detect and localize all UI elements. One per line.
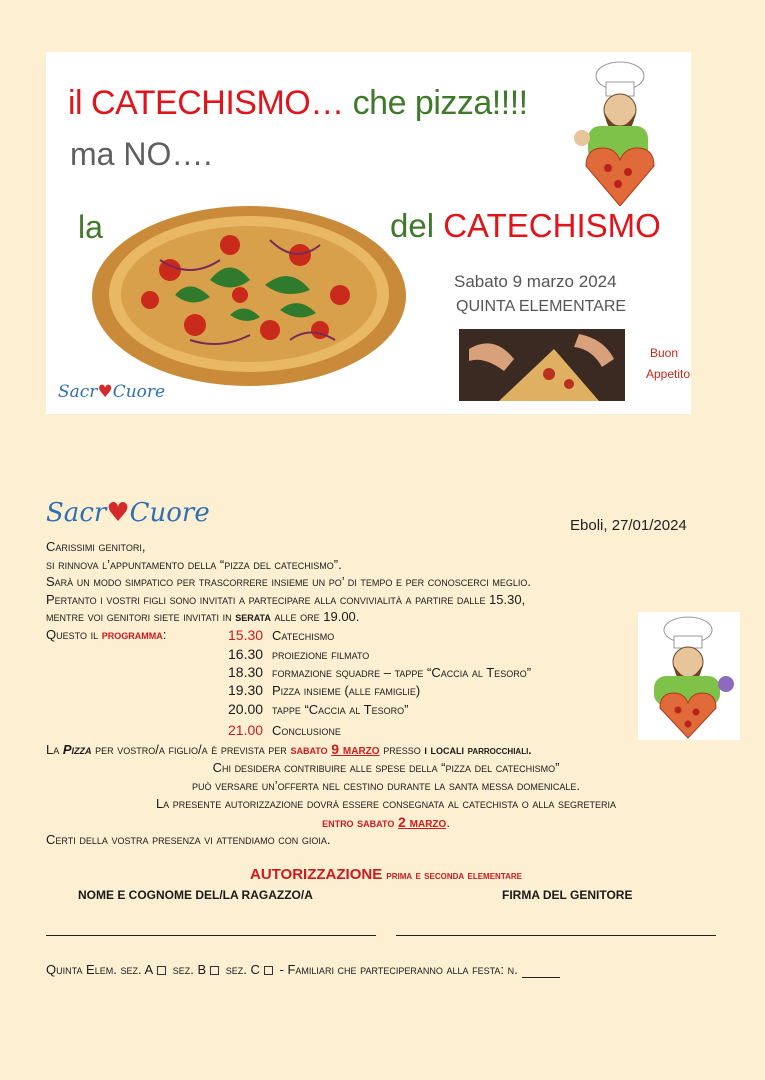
sacro-cuore-logo-letter: Sacr♥Cuore bbox=[46, 498, 210, 528]
letter-line: Sarà un modo simpatico per trascorrere insieme un po’ di tempo e per conoscerci meglio. bbox=[46, 574, 531, 589]
letter-line: si rinnova l’appuntamento della “pizza del catechismo”. bbox=[46, 556, 342, 572]
delivery-line: La presente autorizzazione dovrà essere consegnata al catechista o alla segreteria bbox=[155, 796, 617, 811]
banner-title-green: che pizza!!!! bbox=[352, 84, 528, 122]
pizza-image bbox=[90, 200, 408, 388]
signature-field-line[interactable] bbox=[396, 935, 716, 936]
chef-mascot-icon bbox=[568, 56, 666, 206]
chef-mascot-icon bbox=[638, 612, 740, 740]
banner-date: Sabato 9 marzo 2024 bbox=[454, 272, 617, 291]
letter-line: Pertanto i vostri figli sono invitati a partecipare alla convivialità a partire dalle 15.30, bbox=[46, 591, 526, 607]
program-item: 16.30 proiezione filmato bbox=[228, 646, 370, 662]
sacro-cuore-logo: Sacr♥Cuore bbox=[58, 382, 166, 402]
name-field-line[interactable] bbox=[46, 935, 376, 936]
pizza-photo bbox=[459, 329, 625, 401]
banner-la: la bbox=[78, 209, 103, 245]
section-selection: Quinta Elem. sez. A sez. B sez. C - Familiari che parteciperanno alla festa: n. bbox=[46, 962, 560, 978]
family-count-field[interactable] bbox=[522, 962, 560, 978]
section-b-checkbox[interactable] bbox=[210, 966, 219, 975]
place-date: Eboli, 27/01/2024 bbox=[570, 517, 687, 534]
deadline: entro sabato 2 marzo. bbox=[322, 814, 450, 830]
program-item: 18.30 formazione squadre – tappe “Caccia al Tesoro” bbox=[228, 664, 532, 680]
authorization-title: AUTORIZZAZIONE prima e seconda elementare bbox=[249, 866, 523, 883]
banner-del-catechismo: del CATECHISMO bbox=[390, 207, 661, 244]
closing-line: Certi della vostra presenza vi attendiamo con gioia. bbox=[46, 832, 331, 847]
section-c-checkbox[interactable] bbox=[264, 966, 273, 975]
signature-label: FIRMA DEL GENITORE bbox=[502, 888, 633, 902]
header-banner bbox=[46, 52, 691, 414]
name-label: NOME E COGNOME DEL/LA RAGAZZO/A bbox=[78, 888, 313, 902]
banner-title-red: il CATECHISMO… bbox=[68, 84, 344, 122]
program-item: 15.30 Catechismo bbox=[228, 627, 335, 643]
program-item: 20.00 tappe “Caccia al Tesoro” bbox=[228, 701, 409, 717]
banner-title bbox=[68, 84, 528, 123]
banner-class: QUINTA ELEMENTARE bbox=[456, 298, 627, 315]
section-a-checkbox[interactable] bbox=[157, 966, 166, 975]
banner-subtitle: ma NO…. bbox=[70, 136, 213, 172]
contribution-line: può versare un’offerta nel cestino durante la santa messa domenicale. bbox=[191, 778, 581, 793]
letter-line: mentre voi genitori siete invitati in serata alle ore 19.00. bbox=[46, 609, 360, 624]
program-item: 19.30 Pizza insieme (alle famiglie) bbox=[228, 682, 421, 698]
program-item: 21.00 Conclusione bbox=[228, 722, 341, 738]
pizza-info: La Pizza per vostro/a figlio/a è prevista per sabato 9 marzo presso i locali parrocchiali. bbox=[46, 741, 532, 757]
letter-body bbox=[46, 538, 726, 626]
greeting: Carissimi genitori, bbox=[46, 539, 146, 554]
program-label: Questo il programma: bbox=[46, 627, 167, 642]
buon-appetito: Buon Appetito bbox=[646, 346, 691, 381]
contribution-line: Chi desidera contribuire alle spese della “pizza del catechismo” bbox=[212, 760, 560, 775]
